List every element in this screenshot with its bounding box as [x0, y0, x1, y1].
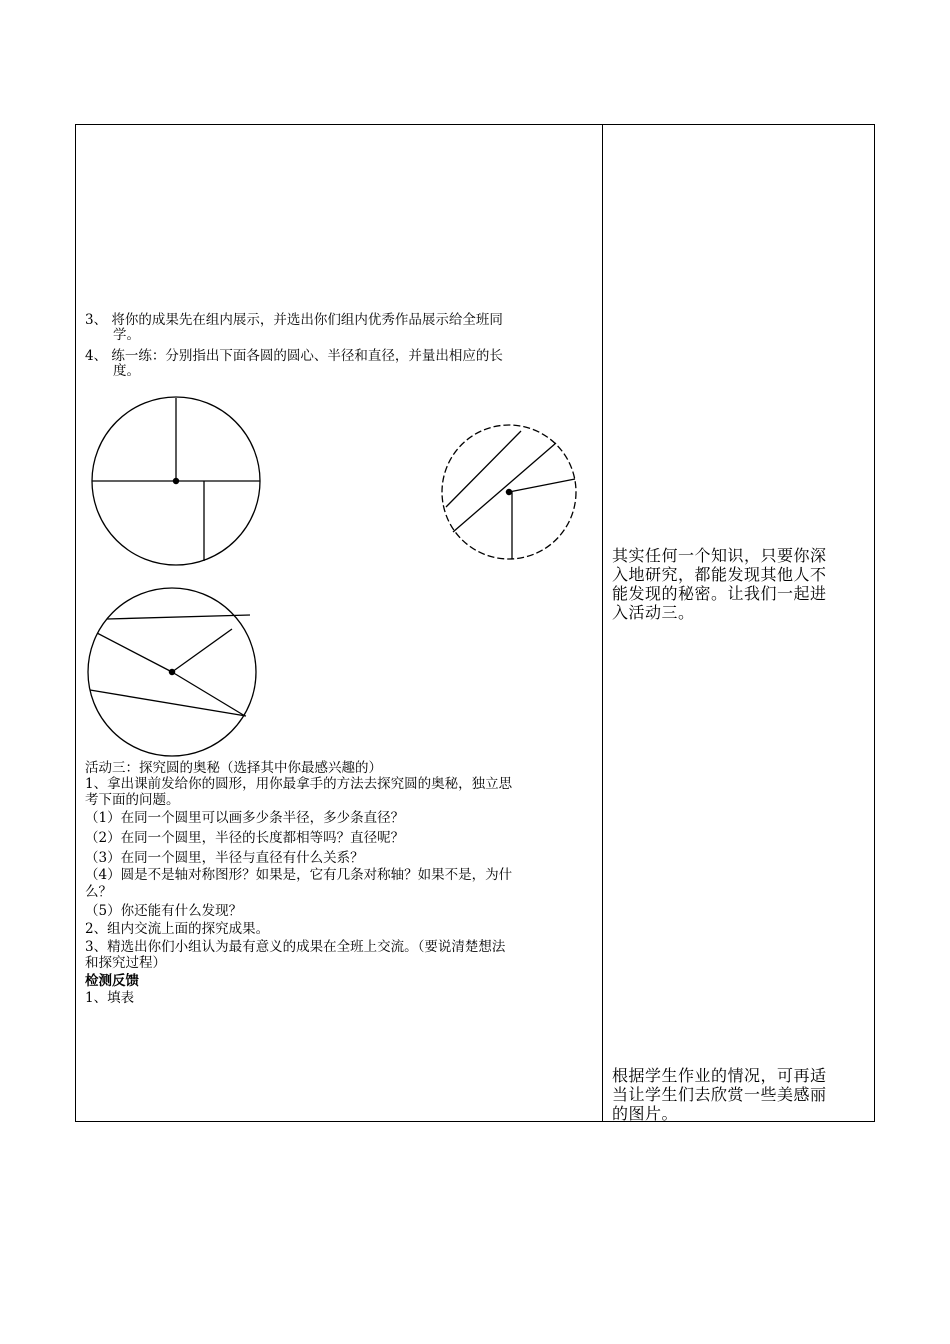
circle-exercise-figures [76, 125, 602, 1123]
note2-line3: 的图片。 [612, 1104, 679, 1123]
note2-line2: 当让学生们去欣赏一些美感丽 [612, 1085, 827, 1104]
note1-line4: 入活动三。 [612, 603, 695, 622]
activity3-step3-line1: 3、精选出你们小组认为最有意义的成果在全班上交流。（要说清楚想法 [85, 939, 506, 955]
item4-line1: 4、 练一练：分别指出下面各圆的圆心、半径和直径，并量出相应的长 [85, 348, 503, 364]
lesson-table [75, 124, 875, 1122]
activity3-title: 活动三：探究圆的奥秘（选择其中你最感兴趣的） [85, 760, 382, 776]
left-cell [76, 125, 602, 1121]
note1-line3: 能发现的秘密。让我们一起进 [612, 584, 827, 603]
note2-line1: 根据学生作业的情况，可再适 [612, 1066, 827, 1085]
circle-figure-3 [88, 588, 256, 756]
question-3: （3）在同一个圆里，半径与直径有什么关系？ [85, 850, 364, 866]
question-4-line1: （4）圆是不是轴对称图形？如果是，它有几条对称轴？如果不是，为什 [85, 867, 513, 883]
item4-line2: 度。 [113, 363, 140, 379]
question-2: （2）在同一个圆里，半径的长度都相等吗？直径呢？ [85, 830, 405, 846]
activity3-step2: 2、组内交流上面的探究成果。 [85, 921, 270, 937]
circle-figure-2 [442, 425, 576, 559]
question-5: （5）你还能有什么发现？ [85, 903, 243, 919]
note1-line2: 入地研究，都能发现其他人不 [612, 565, 827, 584]
activity3-step3-line2: 和探究过程） [85, 955, 166, 971]
activity3-q1-line2: 考下面的问题。 [85, 792, 180, 808]
item3-line2: 学。 [113, 327, 140, 343]
feedback-item-1: 1、填表 [85, 990, 135, 1006]
circle-figure-1 [92, 397, 260, 565]
item3-line1: 3、 将你的成果先在组内展示，并选出你们组内优秀作品展示给全班同 [85, 312, 503, 328]
question-4-line2: 么？ [85, 884, 112, 900]
question-1: （1）在同一个圆里可以画多少条半径，多少条直径？ [85, 810, 405, 826]
right-cell [603, 125, 874, 1121]
note1-line1: 其实任何一个知识，只要你深 [612, 546, 827, 565]
feedback-title: 检测反馈 [85, 973, 139, 989]
activity3-q1-line1: 1、拿出课前发给你的圆形，用你最拿手的方法去探究圆的奥秘，独立思 [85, 776, 513, 792]
